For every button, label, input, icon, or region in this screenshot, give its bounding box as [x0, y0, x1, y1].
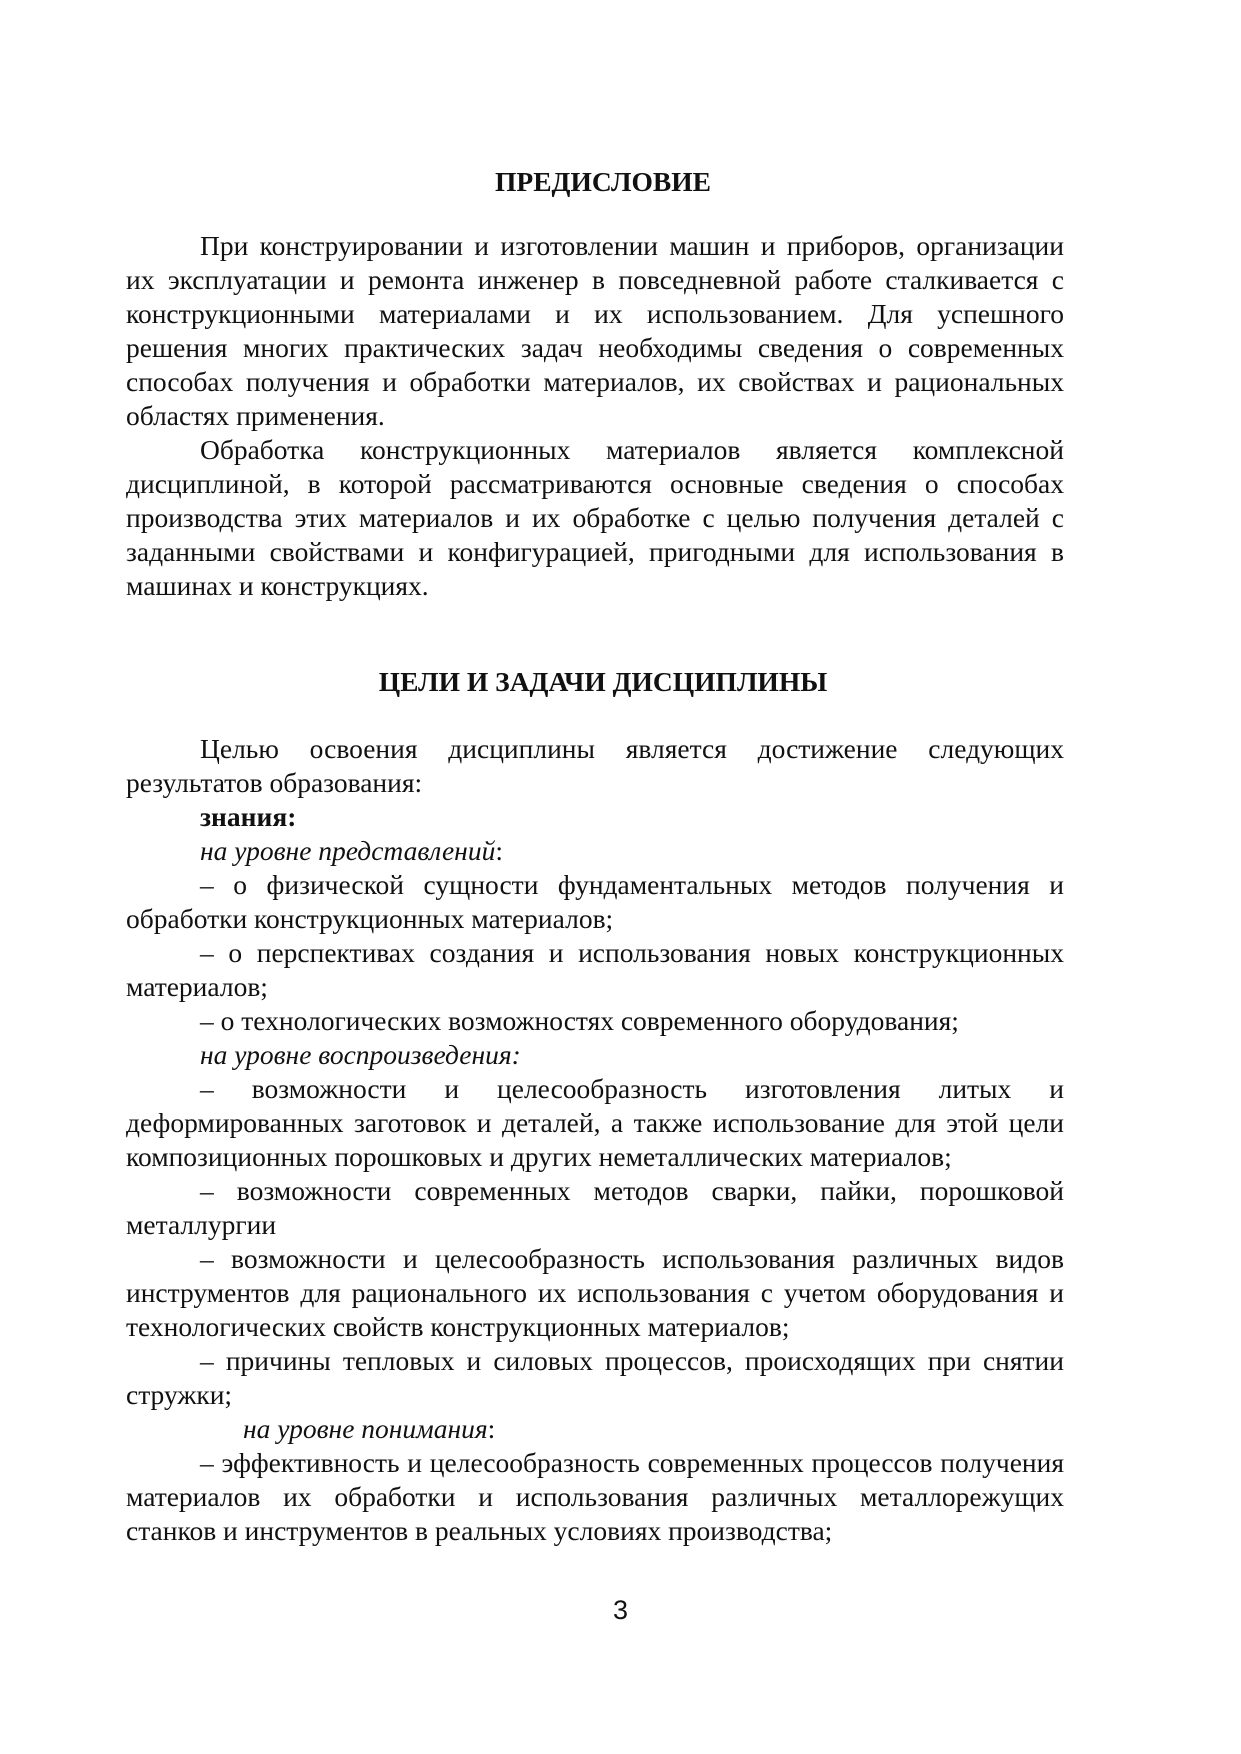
understanding-item-1: – эффективность и целесообразность современных процессов получения материалов их обработки и использования различных металлорежущих станков и инструментов в реальных условиях производства;	[126, 1447, 1064, 1546]
representation-item-3: – о технологических возможностях современного оборудования;	[200, 1005, 959, 1036]
reproduction-item-1: – возможности и целесообразность изготовления литых и деформированных заготовок и деталей, а также использование для этой цели композиционных порошковых и других неметаллических материалов;	[126, 1073, 1064, 1172]
reproduction-item-2: – возможности современных методов сварки, пайки, порошковой металлургии	[126, 1175, 1064, 1240]
level-representation-heading	[126, 834, 1064, 868]
level-understanding-heading	[126, 1412, 1064, 1446]
page-content	[126, 165, 1064, 1548]
level-understanding-label: на уровне понимания	[243, 1413, 488, 1444]
preface-title: ПРЕДИСЛОВИЕ	[495, 166, 711, 197]
reproduction-item-4: – причины тепловых и силовых процессов, происходящих при снятии стружки;	[126, 1345, 1064, 1410]
preface-paragraph-1: При конструировании и изготовлении машин и приборов, организации их эксплуатации и ремонта инженер в повседневной работе сталкивается с конструкционными материалами и их использованием. Для успешного решения многих практических задач необходимы сведения о современных способах получения и обработки материалов, их свойствах и рациональных областях применения.	[126, 230, 1064, 431]
knowledge-label: знания:	[200, 801, 297, 832]
goals-intro: Целью освоения дисциплины является достижение следующих результатов образования:	[126, 733, 1064, 798]
reproduction-item-3: – возможности и целесообразность использования различных видов инструментов для рационального их использования с учетом оборудования и технологических свойств конструкционных материалов;	[126, 1243, 1064, 1342]
page-number: 3	[612, 1595, 629, 1625]
level-representation-suffix: :	[495, 835, 503, 866]
level-understanding-suffix: :	[487, 1413, 496, 1444]
preface-paragraph-2: Обработка конструкционных материалов является комплексной дисциплиной, в которой рассматриваются основные сведения о способах производства этих материалов и их обработке с целью получения деталей с заданными свойствами и конфигурацией, пригодными для использования в машинах и конструкциях.	[126, 434, 1064, 601]
level-representation-label: на уровне представлений	[200, 835, 496, 866]
representation-item-2: – о перспективах создания и использования новых конструкционных материалов;	[126, 937, 1064, 1002]
level-reproduction-label: на уровне воспроизведения:	[200, 1039, 521, 1070]
goals-title: ЦЕЛИ И ЗАДАЧИ ДИСЦИПЛИНЫ	[378, 666, 828, 697]
representation-item-1: – о физической сущности фундаментальных методов получения и обработки конструкционных материалов;	[126, 869, 1064, 934]
